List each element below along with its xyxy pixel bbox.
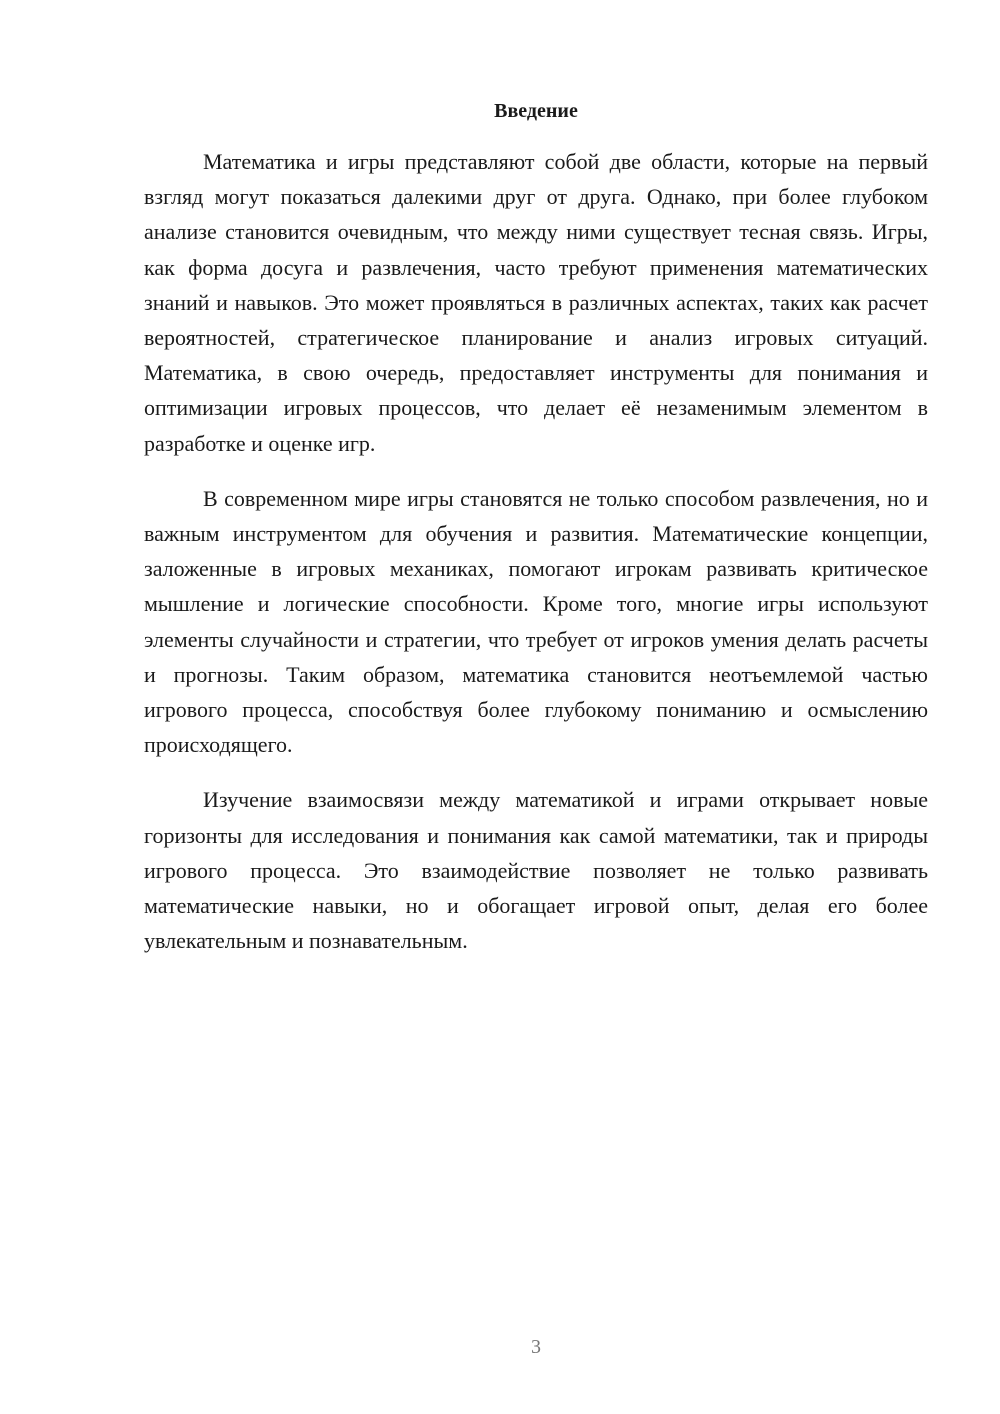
page-number: 3 <box>531 1336 541 1358</box>
paragraph: Математика и игры представляют собой две области, которые на первый взгляд могут показаться далекими друг от друга. Однако, при более глубоком анализе становится очевидным, что между ними существует тесная связь. Игры, как форма досуга и развлечения, часто требуют применения математических знаний и навыков. Это может проявляться в различных аспектах, таких как расчет вероятностей, стратегическое планирование и анализ игровых ситуаций. Математика, в свою очередь, предоставляет инструменты для понимания и оптимизации игровых процессов, что делает её незаменимым элементом в разработке и оценке игр. <box>144 149 928 456</box>
paragraph: Изучение взаимосвязи между математикой и играми открывает новые горизонты для исследования и понимания как самой математики, так и природы игрового процесса. Это взаимодействие позволяет не только развивать математические навыки, но и обогащает игровой опыт, делая его более увлекательным и познавательным. <box>144 787 928 954</box>
paragraph: В современном мире игры становятся не только способом развлечения, но и важным инструментом для обучения и развития. Математические концепции, заложенные в игровых механиках, помогают игрокам развивать критическое мышление и логические способности. Кроме того, многие игры используют элементы случайности и стратегии, что требует от игроков умения делать расчеты и прогнозы. Таким образом, математика становится неотъемлемой частью игрового процесса, способствуя более глубокому пониманию и осмыслению происходящего. <box>144 485 928 758</box>
section-heading: Введение <box>494 100 578 122</box>
body-text <box>144 144 928 978</box>
